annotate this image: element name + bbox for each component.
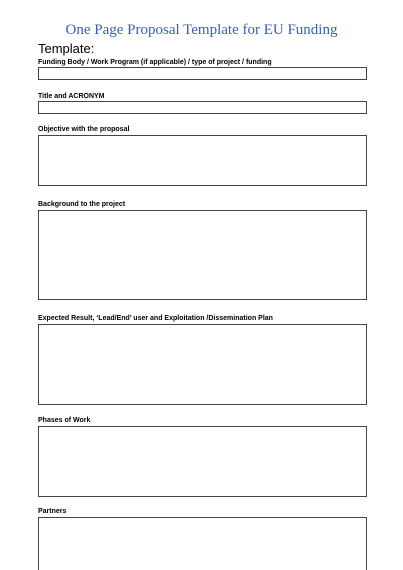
partners-field[interactable]: [38, 517, 367, 570]
template-label: Template:: [38, 41, 95, 56]
background-field[interactable]: [38, 210, 367, 300]
funding-body-field[interactable]: [38, 67, 367, 80]
expected-result-label: Expected Result, ‘Lead/End’ user and Exploitation /Dissemination Plan: [38, 315, 273, 322]
partners-label: Partners: [38, 508, 67, 515]
objective-label: Objective with the proposal: [38, 126, 130, 133]
objective-field[interactable]: [38, 135, 367, 186]
funding-body-label: Funding Body / Work Program (if applicable) / type of project / funding: [38, 59, 272, 66]
phases-of-work-label: Phases of Work: [38, 417, 91, 424]
title-acronym-field[interactable]: [38, 101, 367, 114]
background-label: Background to the project: [38, 201, 126, 208]
page-title: One Page Proposal Template for EU Funding: [65, 22, 338, 38]
title-acronym-label: Title and ACRONYM: [38, 93, 105, 100]
phases-of-work-field[interactable]: [38, 426, 367, 497]
expected-result-field[interactable]: [38, 324, 367, 405]
